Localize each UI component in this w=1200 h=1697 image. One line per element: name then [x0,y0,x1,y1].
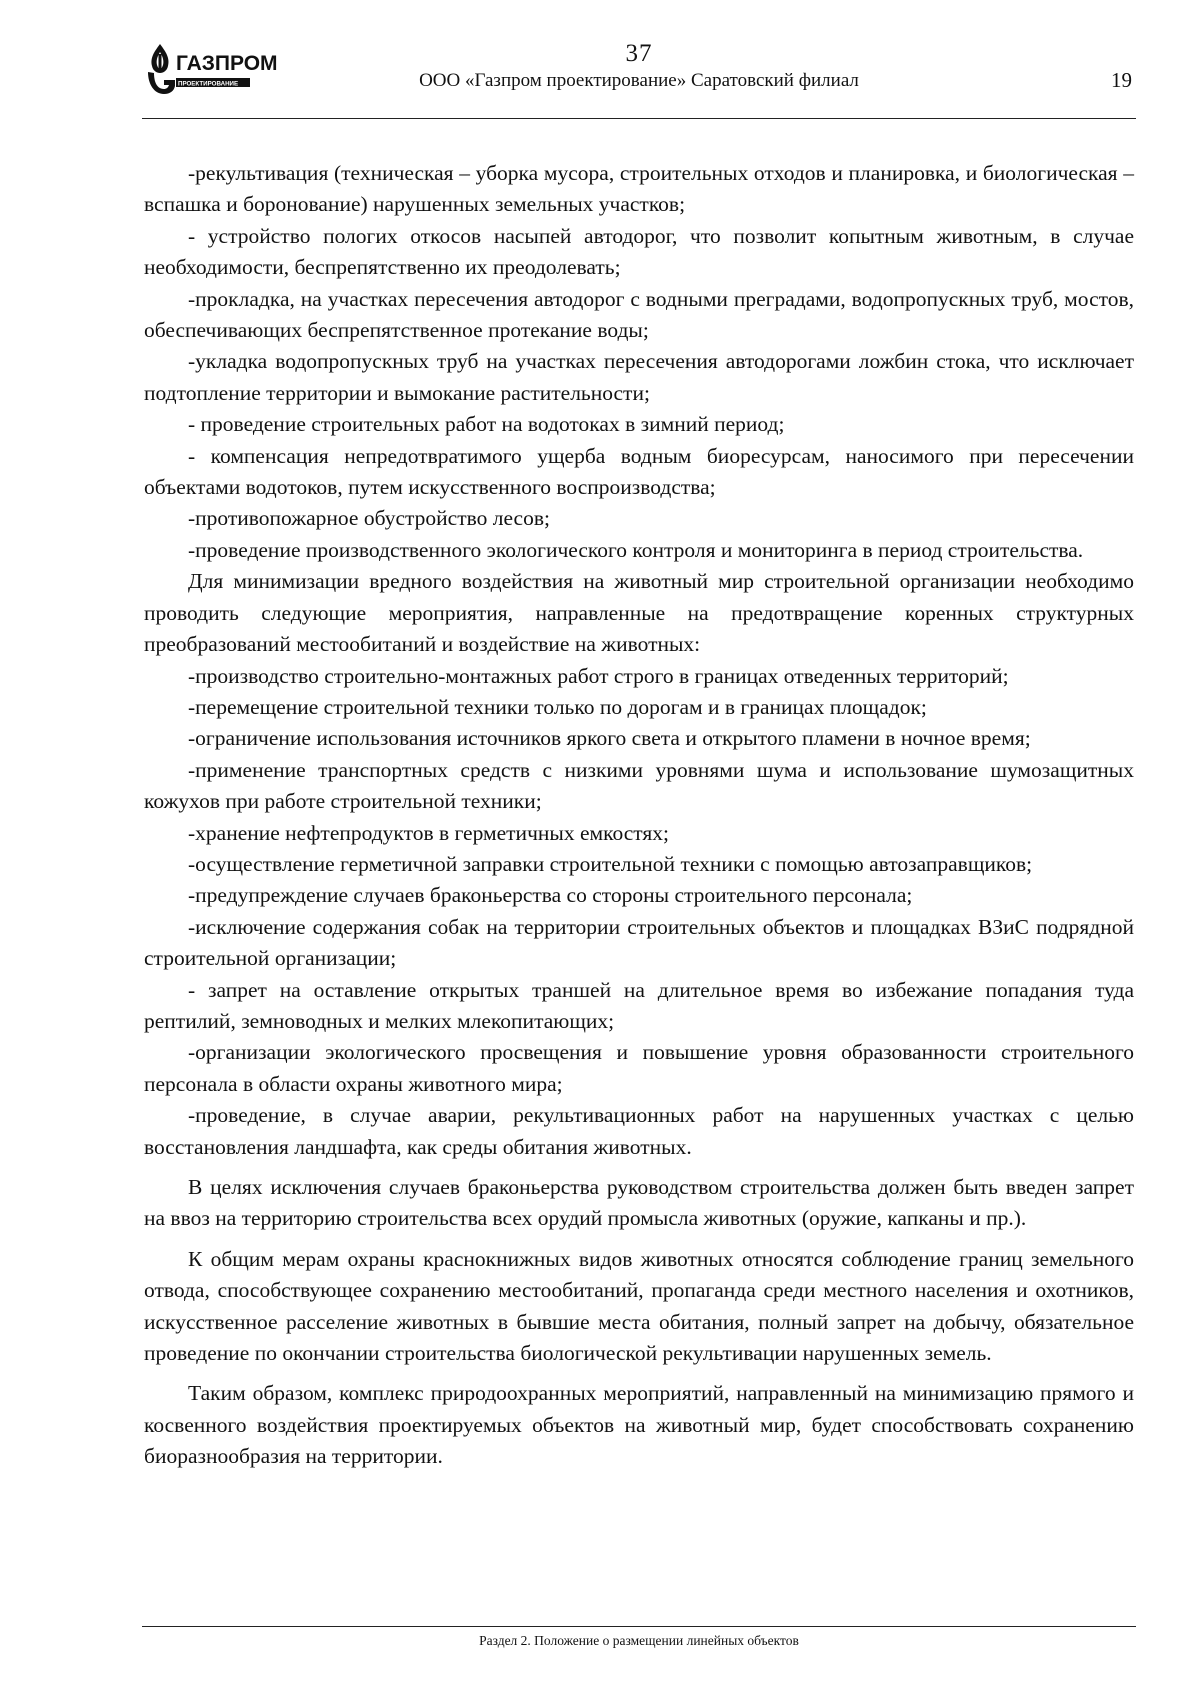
document-body [144,158,1134,1473]
page-footer [142,1626,1136,1649]
paragraph: -хранение нефтепродуктов в герметичных емкостях; [188,820,670,845]
paragraph: -ограничение использования источников яркого света и открытого пламени в ночное время; [188,726,1031,751]
page-header [142,34,1136,119]
logo-wordmark: ГАЗПРОМ [176,52,278,75]
paragraph: - устройство пологих откосов насыпей автодорог, что позволит копытным животным, в случае необходимости, беспрепятственно их преодолевать; [144,223,1134,280]
paragraph: - компенсация непредотвратимого ущерба водным биоресурсам, наносимого при пересечении объектами водотоков, путем искусственного воспроизводства; [144,443,1134,500]
logo-subtext: ПРОЕКТИРОВАНИЕ [178,80,239,88]
footer-section-title: Раздел 2. Положение о размещении линейных объектов [479,1633,799,1648]
paragraph: Для минимизации вредного воздействия на животный мир строительной организации необходимо проводить следующие мероприятия, направленные на предотвращение коренных структурных преобразований местообитаний и воздействие на животных: [144,569,1134,657]
paragraph: -прокладка, на участках пересечения автодорог с водными преградами, водопропускных труб, мостов, обеспечивающих беспрепятственное протекание воды; [144,286,1134,343]
page-top-number: 37 [625,40,653,67]
paragraph: -организации экологического просвещения и повышение уровня образованности строительного персонала в области охраны животного мира; [144,1040,1134,1096]
paragraph: - проведение строительных работ на водотоках в зимний период; [188,412,785,437]
paragraph: -противопожарное обустройство лесов; [188,506,550,531]
paragraph: -проведение, в случае аварии, рекультивационных работ на нарушенных участках с целью восстановления ландшафта, как среды обитания животных. [144,1103,1134,1159]
paragraph: - запрет на оставление открытых траншей на длительное время во избежание попадания туда рептилий, земноводных и мелких млекопитающих; [144,977,1134,1033]
paragraph: -предупреждение случаев браконьерства со стороны строительного персонала; [188,883,913,908]
paragraph: Таким образом, комплекс природоохранных мероприятий, направленный на минимизацию прямого и косвенного воздействия проектируемых объектов на животный мир, будет способствовать сохранению биоразнообразия на территории. [144,1381,1134,1469]
page-side-number: 19 [1111,68,1132,92]
paragraph: -рекультивация (техническая – уборка мусора, строительных отходов и планировка, и биологическая – вспашка и боронование) нарушенных земельных участков; [144,161,1134,217]
paragraph: -осуществление герметичной заправки строительной техники с помощью автозаправщиков; [188,851,1033,876]
paragraph: -проведение производственного экологического контроля и мониторинга в период строительства. [188,537,1084,562]
paragraph: К общим мерам охраны краснокнижных видов животных относятся соблюдение границ земельного отвода, способствующее сохранению местообитаний, пропаганда среди местного населения и охотников, искусственное расселение животных в бывшие места обитания, полный запрет на добычу, обязательное проведение по окончании строительства биологической рекультивации нарушенных земель. [144,1246,1134,1366]
paragraph: -применение транспортных средств с низкими уровнями шума и использование шумозащитных кожухов при работе строительной техники; [144,757,1134,814]
paragraph: -исключение содержания собак на территории строительных объектов и площадках ВЗиС подрядной строительной организации; [144,914,1134,971]
paragraph: -производство строительно-монтажных работ строго в границах отведенных территорий; [188,663,1009,688]
organization-name: ООО «Газпром проектирование» Саратовский филиал [419,70,859,91]
paragraph: -перемещение строительной техники только по дорогам и в границах площадок; [188,694,927,719]
paragraph: В целях исключения случаев браконьерства руководством строительства должен быть введен запрет на ввоз на территорию строительства всех орудий промысла животных (оружие, капканы и пр.). [144,1175,1134,1231]
paragraph: -укладка водопропускных труб на участках пересечения автодорогами ложбин стока, что исключает подтопление территории и вымокание растительности; [144,349,1134,405]
